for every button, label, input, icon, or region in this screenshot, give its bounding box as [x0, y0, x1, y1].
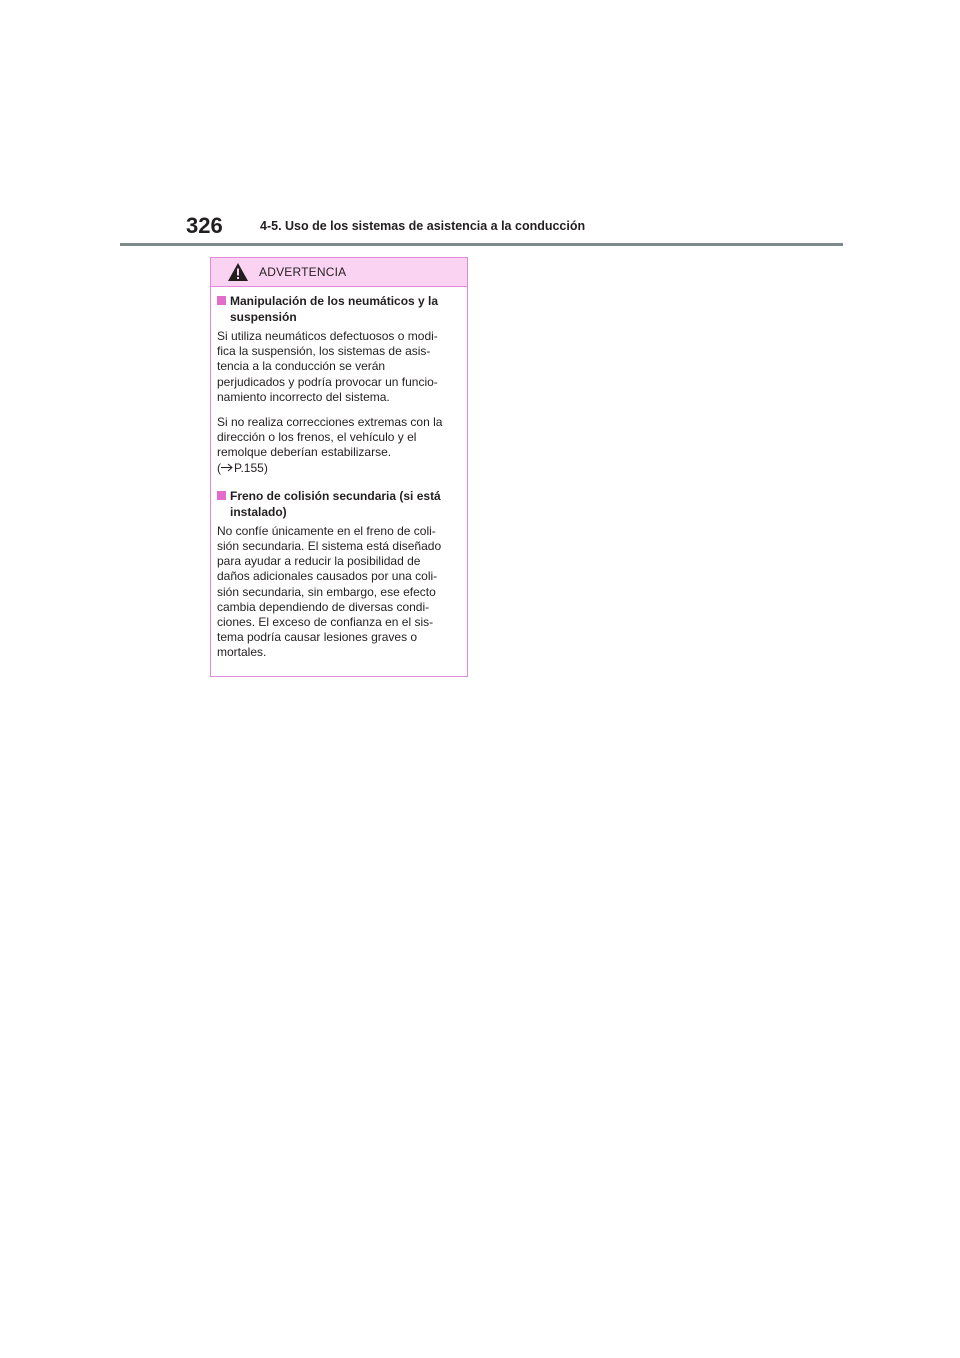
text-line: Si no realiza correcciones extremas con la	[217, 415, 443, 430]
paragraph-secondary-collision	[217, 524, 459, 661]
subheading-secondary-collision-brake	[217, 488, 459, 520]
section-title: 4-5. Uso de los sistemas de asistencia a la conducción	[260, 219, 586, 233]
page-reference-link[interactable]: P.155)	[234, 460, 268, 475]
warning-header	[211, 258, 467, 287]
page-reference-line	[217, 461, 459, 476]
warning-title: ADVERTENCIA	[259, 265, 347, 279]
text-line: No confíe únicamente en el freno de coli-	[217, 523, 436, 538]
arrow-right-icon	[221, 463, 233, 472]
subheading-tires-suspension	[217, 293, 459, 325]
subheading-line: suspensión	[230, 310, 297, 324]
text-line: ciones. El exceso de confianza en el sis-	[217, 615, 434, 630]
square-bullet-icon	[217, 296, 226, 305]
text-line: fica la suspensión, los sistemas de asis-	[217, 344, 431, 359]
header-divider	[120, 243, 843, 246]
text-line: sión secundaria, sin embargo, ese efecto	[217, 584, 436, 599]
page-number: 326	[186, 213, 223, 238]
text-line: daños adicionales causados por una coli-	[217, 569, 438, 584]
square-bullet-icon	[217, 491, 226, 500]
warning-box	[210, 257, 468, 677]
text-line: mortales.	[217, 645, 267, 660]
warning-triangle-icon	[227, 262, 249, 282]
text-line: tencia a la conducción se verán	[217, 359, 386, 374]
paragraph-stabilize	[217, 415, 459, 476]
text-line: perjudicados y podría provocar un funcio-	[217, 374, 438, 389]
text-line: namiento incorrecto del sistema.	[217, 389, 390, 404]
subheading-line: Manipulación de los neumáticos y la	[230, 294, 439, 308]
open-paren: (	[217, 460, 221, 475]
text-line: sión secundaria. El sistema está diseñado	[217, 539, 442, 554]
text-line: tema podría causar lesiones graves o	[217, 630, 418, 645]
paragraph-tires-warning	[217, 329, 459, 405]
text-line: remolque deberían estabilizarse.	[217, 445, 392, 460]
subheading-line: instalado)	[230, 504, 287, 519]
text-line: dirección o los frenos, el vehículo y el	[217, 430, 417, 445]
warning-body	[211, 287, 467, 661]
text-line: cambia dependiendo de diversas condi-	[217, 599, 430, 614]
text-line: Si utiliza neumáticos defectuosos o modi-	[217, 329, 438, 343]
text-line: para ayudar a reducir la posibilidad de	[217, 554, 421, 569]
subheading-line: Freno de colisión secundaria (si está	[230, 488, 441, 503]
